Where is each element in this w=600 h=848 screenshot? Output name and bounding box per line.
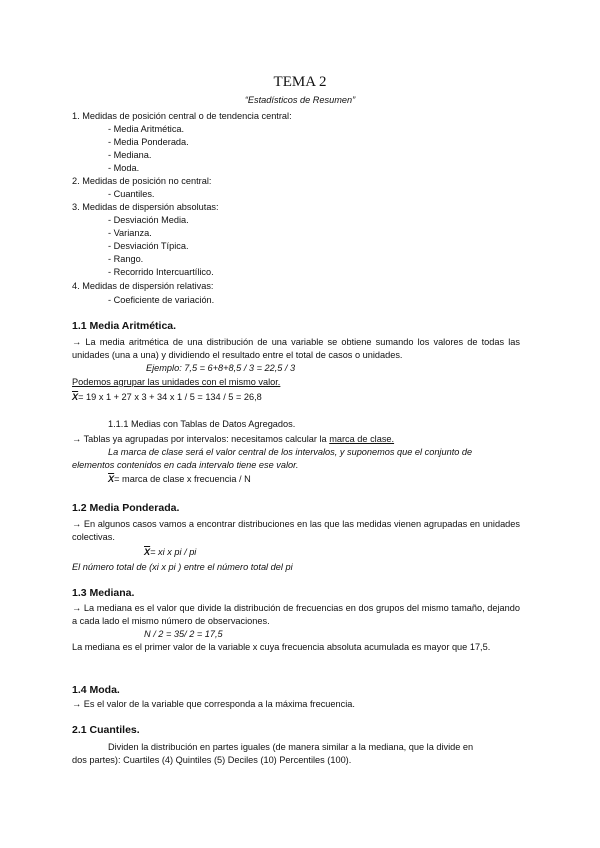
page-title: TEMA 2 bbox=[273, 74, 327, 90]
outline-item: - Recorrido Intercuartílico. bbox=[108, 267, 214, 277]
x-bar-symbol: $\overline{X}$ bbox=[144, 547, 151, 557]
median-formula: N / 2 = 35/ 2 = 17,5 bbox=[144, 629, 223, 639]
outline-item: - Media Ponderada. bbox=[108, 137, 189, 147]
outline-heading-2: 2. Medidas de posición no central: bbox=[72, 176, 212, 186]
outline-item: - Desviación Media. bbox=[108, 215, 189, 225]
section-heading-1-1: 1.1 Media Aritmética. bbox=[72, 320, 177, 332]
outline-heading-4: 4. Medidas de dispersión relativas: bbox=[72, 281, 214, 291]
tables-line bbox=[72, 433, 394, 445]
marca-formula bbox=[108, 473, 251, 485]
outline-item: - Varianza. bbox=[108, 228, 152, 238]
section-heading-2-1: 2.1 Cuantiles. bbox=[72, 724, 140, 736]
outline-item: - Cuantiles. bbox=[108, 189, 155, 199]
subsection-heading-1-1-1: 1.1.1 Medias con Tablas de Datos Agregados. bbox=[108, 419, 296, 429]
weighted-formula bbox=[144, 546, 196, 558]
weighted-note: El número total de (xi x pi ) entre el número total del pi bbox=[72, 562, 293, 572]
marca-line-1: La marca de clase será el valor central de los intervalos, y suponemos que el conjunto de bbox=[108, 447, 473, 457]
grouped-note: Podemos agrupar las unidades con el mismo valor. bbox=[72, 377, 281, 387]
section-1-4-paragraph: → Es el valor de la variable que corresponda a la máxima frecuencia. bbox=[72, 699, 355, 709]
mean-formula bbox=[72, 391, 262, 403]
page-subtitle: “Estadísticos de Resumen” bbox=[244, 95, 356, 105]
tables-text: → Tablas ya agrupadas por intervalos: necesitamos calcular la bbox=[72, 434, 330, 444]
median-note: La mediana es el primer valor de la variable x cuya frecuencia absoluta acumulada es mayor que 17,5. bbox=[72, 642, 491, 652]
outline-heading-1: 1. Medidas de posición central o de tendencia central: bbox=[72, 111, 292, 121]
marca-de-clase-term: marca de clase. bbox=[329, 434, 395, 444]
section-1-3-paragraph: → La mediana es el valor que divide la distribución de frecuencias en dos grupos del mismo tamaño, dejando a cada lado el mismo número de observaciones. bbox=[72, 603, 520, 626]
section-heading-1-2: 1.2 Media Ponderada. bbox=[72, 502, 180, 514]
outline-item: - Rango. bbox=[108, 254, 144, 264]
quantiles-line-1: Dividen la distribución en partes iguales (de manera similar a la mediana, que la divide en bbox=[108, 742, 474, 752]
mean-formula-text: = 19 x 1 + 27 x 3 + 34 x 1 / 5 = 134 / 5 = 26,8 bbox=[78, 392, 262, 402]
section-1-1-paragraph: → La media aritmética de una distribución de una variable se obtiene sumando los valores de todas las unidades (una a una) y dividiendo el resultado entre el total de casos o unidades. bbox=[72, 337, 520, 360]
outline-heading-3: 3. Medidas de dispersión absolutas: bbox=[72, 202, 219, 212]
section-1-2-paragraph: → En algunos casos vamos a encontrar distribuciones en las que las medidas vienen agrupadas en unidades colectivas. bbox=[72, 519, 520, 542]
weighted-formula-text: = xi x pi / pi bbox=[150, 547, 197, 557]
quantiles-line-2: dos partes): Cuartiles (4) Quintiles (5) Deciles (10) Percentiles (100). bbox=[72, 755, 352, 765]
marca-line-2: elementos contenidos en cada intervalo tiene ese valor. bbox=[72, 460, 299, 470]
x-bar-symbol: $\overline{X}$ bbox=[72, 392, 79, 402]
section-heading-1-3: 1.3 Mediana. bbox=[72, 587, 135, 599]
outline-item: - Coeficiente de variación. bbox=[108, 295, 215, 305]
marca-formula-text: = marca de clase x frecuencia / N bbox=[114, 474, 251, 484]
example-line: Ejemplo: 7,5 = 6+8+8,5 / 3 = 22,5 / 3 bbox=[146, 363, 296, 373]
outline-item: - Desviación Típica. bbox=[108, 241, 189, 251]
section-heading-1-4: 1.4 Moda. bbox=[72, 684, 120, 696]
outline-item: - Media Aritmética. bbox=[108, 124, 185, 134]
x-bar-symbol: $\overline{X}$ bbox=[108, 474, 115, 484]
outline-item: - Mediana. bbox=[108, 150, 152, 160]
outline-item: - Moda. bbox=[108, 163, 140, 173]
